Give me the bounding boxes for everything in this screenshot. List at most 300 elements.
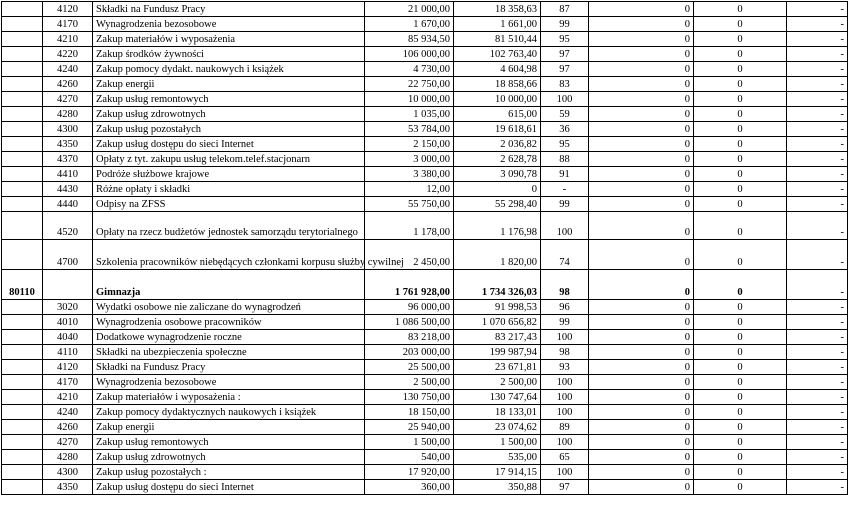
execution-amount-cell: 130 747,64 [454, 390, 541, 405]
execution-amount-cell: 199 987,94 [454, 345, 541, 360]
zero-value-cell-2: 0 [694, 435, 787, 450]
percent-cell: 98 [541, 270, 589, 300]
dash-cell: - [787, 405, 848, 420]
zero-value-cell: 0 [589, 77, 694, 92]
percent-cell: 100 [541, 435, 589, 450]
table-row [2, 17, 848, 32]
zero-value-cell: 0 [589, 197, 694, 212]
table-row [2, 375, 848, 390]
execution-amount-cell: 2 036,82 [454, 137, 541, 152]
percent-cell: 97 [541, 480, 589, 495]
section-code-cell [2, 197, 43, 212]
dash-cell: - [787, 330, 848, 345]
plan-amount-cell: 2 450,00 [365, 240, 454, 270]
percent-cell: 100 [541, 390, 589, 405]
dash-cell: - [787, 167, 848, 182]
percent-cell: 95 [541, 32, 589, 47]
paragraph-code-cell: 4240 [43, 62, 93, 77]
dash-cell: - [787, 435, 848, 450]
dash-cell: - [787, 345, 848, 360]
table-row [2, 450, 848, 465]
zero-value-cell: 0 [589, 435, 694, 450]
section-code-cell [2, 330, 43, 345]
table-row [2, 152, 848, 167]
paragraph-code-cell: 4410 [43, 167, 93, 182]
description-cell: Zakup pomocy dydakt. naukowych i książek [93, 62, 365, 77]
description-cell: Odpisy na ZFSS [93, 197, 365, 212]
zero-value-cell: 0 [589, 107, 694, 122]
description-cell: Zakup energii [93, 77, 365, 92]
percent-cell: 99 [541, 197, 589, 212]
section-code-cell [2, 167, 43, 182]
zero-value-cell: 0 [589, 92, 694, 107]
zero-value-cell: 0 [589, 315, 694, 330]
execution-amount-cell: 350,88 [454, 480, 541, 495]
zero-value-cell-2: 0 [694, 32, 787, 47]
dash-cell: - [787, 270, 848, 300]
section-code-cell: 80110 [2, 270, 43, 300]
plan-amount-cell: 25 500,00 [365, 360, 454, 375]
zero-value-cell-2: 0 [694, 17, 787, 32]
paragraph-code-cell: 4280 [43, 107, 93, 122]
execution-amount-cell: 17 914,15 [454, 465, 541, 480]
dash-cell: - [787, 360, 848, 375]
execution-amount-cell: 23 671,81 [454, 360, 541, 375]
dash-cell: - [787, 32, 848, 47]
description-cell: Różne opłaty i składki [93, 182, 365, 197]
percent-cell: 100 [541, 92, 589, 107]
zero-value-cell-2: 0 [694, 420, 787, 435]
paragraph-code-cell: 4520 [43, 212, 93, 240]
section-code-cell [2, 435, 43, 450]
table-row [2, 107, 848, 122]
paragraph-code-cell: 4700 [43, 240, 93, 270]
table-row [2, 465, 848, 480]
zero-value-cell-2: 0 [694, 152, 787, 167]
table-row [2, 47, 848, 62]
table-body [2, 2, 848, 495]
section-code-cell [2, 77, 43, 92]
description-cell: Zakup materiałów i wyposażenia : [93, 390, 365, 405]
description-cell: Wynagrodzenia osobowe pracowników [93, 315, 365, 330]
zero-value-cell: 0 [589, 405, 694, 420]
zero-value-cell-2: 0 [694, 270, 787, 300]
execution-amount-cell: 102 763,40 [454, 47, 541, 62]
zero-value-cell: 0 [589, 450, 694, 465]
zero-value-cell-2: 0 [694, 182, 787, 197]
description-cell: Zakup usług pozostałych : [93, 465, 365, 480]
table-row [2, 197, 848, 212]
zero-value-cell: 0 [589, 122, 694, 137]
section-total-row [2, 270, 848, 300]
dash-cell: - [787, 420, 848, 435]
zero-value-cell: 0 [589, 2, 694, 17]
zero-value-cell: 0 [589, 212, 694, 240]
section-code-cell [2, 122, 43, 137]
execution-amount-cell: 1 734 326,03 [454, 270, 541, 300]
dash-cell: - [787, 375, 848, 390]
table-row [2, 167, 848, 182]
paragraph-code-cell: 4120 [43, 360, 93, 375]
zero-value-cell-2: 0 [694, 345, 787, 360]
zero-value-cell-2: 0 [694, 197, 787, 212]
percent-cell: 100 [541, 212, 589, 240]
paragraph-code-cell: 4240 [43, 405, 93, 420]
paragraph-code-cell: 4370 [43, 152, 93, 167]
zero-value-cell: 0 [589, 32, 694, 47]
paragraph-code-cell: 4220 [43, 47, 93, 62]
section-code-cell [2, 137, 43, 152]
section-code-cell [2, 375, 43, 390]
plan-amount-cell: 83 218,00 [365, 330, 454, 345]
execution-amount-cell: 1 070 656,82 [454, 315, 541, 330]
description-cell: Zakup energii [93, 420, 365, 435]
description-cell: Szkolenia pracowników niebędących członkami korpusu służby cywilnej [93, 240, 365, 270]
section-code-cell [2, 47, 43, 62]
percent-cell: 65 [541, 450, 589, 465]
zero-value-cell: 0 [589, 480, 694, 495]
dash-cell: - [787, 390, 848, 405]
table-row [2, 315, 848, 330]
zero-value-cell-2: 0 [694, 375, 787, 390]
plan-amount-cell: 1 670,00 [365, 17, 454, 32]
section-code-cell [2, 182, 43, 197]
section-code-cell [2, 62, 43, 77]
dash-cell: - [787, 92, 848, 107]
zero-value-cell-2: 0 [694, 47, 787, 62]
description-cell: Wynagrodzenia bezosobowe [93, 17, 365, 32]
paragraph-code-cell: 4300 [43, 122, 93, 137]
table-row [2, 92, 848, 107]
zero-value-cell-2: 0 [694, 77, 787, 92]
table-row [2, 390, 848, 405]
zero-value-cell-2: 0 [694, 167, 787, 182]
dash-cell: - [787, 465, 848, 480]
percent-cell: 59 [541, 107, 589, 122]
paragraph-code-cell: 4270 [43, 92, 93, 107]
percent-cell: 97 [541, 47, 589, 62]
plan-amount-cell: 25 940,00 [365, 420, 454, 435]
execution-amount-cell: 18 358,63 [454, 2, 541, 17]
percent-cell: 95 [541, 137, 589, 152]
section-code-cell [2, 240, 43, 270]
zero-value-cell: 0 [589, 152, 694, 167]
zero-value-cell-2: 0 [694, 240, 787, 270]
dash-cell: - [787, 152, 848, 167]
paragraph-code-cell: 4120 [43, 2, 93, 17]
zero-value-cell: 0 [589, 62, 694, 77]
paragraph-code-cell: 3020 [43, 300, 93, 315]
zero-value-cell-2: 0 [694, 62, 787, 77]
plan-amount-cell: 203 000,00 [365, 345, 454, 360]
zero-value-cell-2: 0 [694, 137, 787, 152]
paragraph-code-cell: 4210 [43, 390, 93, 405]
table-row [2, 435, 848, 450]
zero-value-cell-2: 0 [694, 465, 787, 480]
execution-amount-cell: 23 074,62 [454, 420, 541, 435]
zero-value-cell: 0 [589, 17, 694, 32]
plan-amount-cell: 18 150,00 [365, 405, 454, 420]
percent-cell: 96 [541, 300, 589, 315]
execution-amount-cell: 615,00 [454, 107, 541, 122]
paragraph-code-cell: 4350 [43, 480, 93, 495]
description-cell: Zakup usług zdrowotnych [93, 450, 365, 465]
table-row [2, 62, 848, 77]
description-cell: Składki na ubezpieczenia społeczne [93, 345, 365, 360]
dash-cell: - [787, 212, 848, 240]
plan-amount-cell: 12,00 [365, 182, 454, 197]
zero-value-cell-2: 0 [694, 330, 787, 345]
section-code-cell [2, 480, 43, 495]
execution-amount-cell: 3 090,78 [454, 167, 541, 182]
paragraph-code-cell: 4260 [43, 420, 93, 435]
zero-value-cell-2: 0 [694, 122, 787, 137]
zero-value-cell: 0 [589, 465, 694, 480]
execution-amount-cell: 18 133,01 [454, 405, 541, 420]
dash-cell: - [787, 450, 848, 465]
table-row [2, 122, 848, 137]
percent-cell: 83 [541, 77, 589, 92]
execution-amount-cell: 1 820,00 [454, 240, 541, 270]
plan-amount-cell: 2 150,00 [365, 137, 454, 152]
description-cell: Zakup usług zdrowotnych [93, 107, 365, 122]
percent-cell: 99 [541, 315, 589, 330]
percent-cell: 100 [541, 375, 589, 390]
paragraph-code-cell: 4210 [43, 32, 93, 47]
execution-amount-cell: 0 [454, 182, 541, 197]
description-cell: Opłaty na rzecz budżetów jednostek samorządu terytorialnego [93, 212, 365, 240]
section-code-cell [2, 450, 43, 465]
plan-amount-cell: 4 730,00 [365, 62, 454, 77]
dash-cell: - [787, 77, 848, 92]
dash-cell: - [787, 315, 848, 330]
dash-cell: - [787, 2, 848, 17]
plan-amount-cell: 21 000,00 [365, 2, 454, 17]
plan-amount-cell: 96 000,00 [365, 300, 454, 315]
table-row [2, 137, 848, 152]
paragraph-code-cell: 4260 [43, 77, 93, 92]
table-row [2, 300, 848, 315]
paragraph-code-cell: 4430 [43, 182, 93, 197]
paragraph-code-cell: 4010 [43, 315, 93, 330]
plan-amount-cell: 1 178,00 [365, 212, 454, 240]
plan-amount-cell: 130 750,00 [365, 390, 454, 405]
zero-value-cell: 0 [589, 240, 694, 270]
dash-cell: - [787, 240, 848, 270]
zero-value-cell: 0 [589, 330, 694, 345]
plan-amount-cell: 1 500,00 [365, 435, 454, 450]
paragraph-code-cell: 4300 [43, 465, 93, 480]
zero-value-cell: 0 [589, 390, 694, 405]
plan-amount-cell: 53 784,00 [365, 122, 454, 137]
table-row [2, 77, 848, 92]
execution-amount-cell: 2 500,00 [454, 375, 541, 390]
dash-cell: - [787, 107, 848, 122]
plan-amount-cell: 85 934,50 [365, 32, 454, 47]
zero-value-cell: 0 [589, 167, 694, 182]
zero-value-cell-2: 0 [694, 92, 787, 107]
plan-amount-cell: 2 500,00 [365, 375, 454, 390]
dash-cell: - [787, 47, 848, 62]
zero-value-cell: 0 [589, 375, 694, 390]
zero-value-cell: 0 [589, 420, 694, 435]
plan-amount-cell: 3 000,00 [365, 152, 454, 167]
table-row [2, 405, 848, 420]
zero-value-cell: 0 [589, 345, 694, 360]
plan-amount-cell: 3 380,00 [365, 167, 454, 182]
description-cell: Zakup środków żywności [93, 47, 365, 62]
plan-amount-cell: 106 000,00 [365, 47, 454, 62]
description-cell: Składki na Fundusz Pracy [93, 2, 365, 17]
zero-value-cell: 0 [589, 182, 694, 197]
execution-amount-cell: 1 661,00 [454, 17, 541, 32]
percent-cell: 97 [541, 62, 589, 77]
section-code-cell [2, 152, 43, 167]
section-code-cell [2, 420, 43, 435]
description-cell: Zakup pomocy dydaktycznych naukowych i książek [93, 405, 365, 420]
table-row [2, 420, 848, 435]
execution-amount-cell: 2 628,78 [454, 152, 541, 167]
dash-cell: - [787, 17, 848, 32]
zero-value-cell: 0 [589, 270, 694, 300]
percent-cell: 100 [541, 330, 589, 345]
zero-value-cell-2: 0 [694, 390, 787, 405]
plan-amount-cell: 1 761 928,00 [365, 270, 454, 300]
execution-amount-cell: 81 510,44 [454, 32, 541, 47]
table-row [2, 212, 848, 240]
execution-amount-cell: 4 604,98 [454, 62, 541, 77]
section-code-cell [2, 17, 43, 32]
zero-value-cell-2: 0 [694, 300, 787, 315]
zero-value-cell-2: 0 [694, 360, 787, 375]
zero-value-cell: 0 [589, 300, 694, 315]
dash-cell: - [787, 62, 848, 77]
dash-cell: - [787, 122, 848, 137]
table-row [2, 2, 848, 17]
execution-amount-cell: 19 618,61 [454, 122, 541, 137]
percent-cell: 99 [541, 17, 589, 32]
table-row [2, 182, 848, 197]
paragraph-code-cell: 4350 [43, 137, 93, 152]
plan-amount-cell: 360,00 [365, 480, 454, 495]
plan-amount-cell: 17 920,00 [365, 465, 454, 480]
section-code-cell [2, 345, 43, 360]
description-cell: Zakup usług dostępu do sieci Internet [93, 137, 365, 152]
table-row [2, 330, 848, 345]
section-code-cell [2, 360, 43, 375]
execution-amount-cell: 1 500,00 [454, 435, 541, 450]
section-code-cell [2, 212, 43, 240]
zero-value-cell: 0 [589, 360, 694, 375]
percent-cell: 89 [541, 420, 589, 435]
budget-table [1, 1, 848, 495]
description-cell: Zakup usług remontowych [93, 92, 365, 107]
execution-amount-cell: 18 858,66 [454, 77, 541, 92]
dash-cell: - [787, 300, 848, 315]
zero-value-cell-2: 0 [694, 107, 787, 122]
percent-cell: 74 [541, 240, 589, 270]
execution-amount-cell: 91 998,53 [454, 300, 541, 315]
percent-cell: 87 [541, 2, 589, 17]
execution-amount-cell: 83 217,43 [454, 330, 541, 345]
table-row [2, 240, 848, 270]
percent-cell: 100 [541, 465, 589, 480]
percent-cell: 98 [541, 345, 589, 360]
paragraph-code-cell: 4170 [43, 17, 93, 32]
zero-value-cell-2: 0 [694, 212, 787, 240]
section-code-cell [2, 405, 43, 420]
section-code-cell [2, 315, 43, 330]
description-cell: Gimnazja [93, 270, 365, 300]
description-cell: Składki na Fundusz Pracy [93, 360, 365, 375]
execution-amount-cell: 55 298,40 [454, 197, 541, 212]
description-cell: Podróże służbowe krajowe [93, 167, 365, 182]
description-cell: Wynagrodzenia bezosobowe [93, 375, 365, 390]
plan-amount-cell: 1 035,00 [365, 107, 454, 122]
percent-cell: 91 [541, 167, 589, 182]
description-cell: Dodatkowe wynagrodzenie roczne [93, 330, 365, 345]
section-code-cell [2, 2, 43, 17]
dash-cell: - [787, 182, 848, 197]
plan-amount-cell: 10 000,00 [365, 92, 454, 107]
dash-cell: - [787, 137, 848, 152]
execution-amount-cell: 10 000,00 [454, 92, 541, 107]
description-cell: Opłaty z tyt. zakupu usług telekom.telef.stacjonarn [93, 152, 365, 167]
description-cell: Zakup usług remontowych [93, 435, 365, 450]
execution-amount-cell: 1 176,98 [454, 212, 541, 240]
description-cell: Zakup usług dostępu do sieci Internet [93, 480, 365, 495]
section-code-cell [2, 465, 43, 480]
table-row [2, 32, 848, 47]
paragraph-code-cell: 4170 [43, 375, 93, 390]
zero-value-cell-2: 0 [694, 450, 787, 465]
description-cell: Zakup usług pozostałych [93, 122, 365, 137]
percent-cell: 93 [541, 360, 589, 375]
zero-value-cell: 0 [589, 137, 694, 152]
paragraph-code-cell: 4040 [43, 330, 93, 345]
paragraph-code-cell: 4440 [43, 197, 93, 212]
plan-amount-cell: 1 086 500,00 [365, 315, 454, 330]
section-code-cell [2, 92, 43, 107]
percent-cell: - [541, 182, 589, 197]
paragraph-code-cell: 4110 [43, 345, 93, 360]
zero-value-cell-2: 0 [694, 405, 787, 420]
zero-value-cell-2: 0 [694, 480, 787, 495]
percent-cell: 36 [541, 122, 589, 137]
table-row [2, 345, 848, 360]
plan-amount-cell: 540,00 [365, 450, 454, 465]
dash-cell: - [787, 480, 848, 495]
paragraph-code-cell [43, 270, 93, 300]
paragraph-code-cell: 4270 [43, 435, 93, 450]
table-row [2, 360, 848, 375]
zero-value-cell: 0 [589, 47, 694, 62]
description-cell: Zakup materiałów i wyposażenia [93, 32, 365, 47]
zero-value-cell-2: 0 [694, 2, 787, 17]
section-code-cell [2, 300, 43, 315]
percent-cell: 88 [541, 152, 589, 167]
table-row [2, 480, 848, 495]
percent-cell: 100 [541, 405, 589, 420]
zero-value-cell-2: 0 [694, 315, 787, 330]
description-cell: Wydatki osobowe nie zaliczane do wynagrodzeń [93, 300, 365, 315]
plan-amount-cell: 55 750,00 [365, 197, 454, 212]
dash-cell: - [787, 197, 848, 212]
plan-amount-cell: 22 750,00 [365, 77, 454, 92]
paragraph-code-cell: 4280 [43, 450, 93, 465]
execution-amount-cell: 535,00 [454, 450, 541, 465]
section-code-cell [2, 32, 43, 47]
